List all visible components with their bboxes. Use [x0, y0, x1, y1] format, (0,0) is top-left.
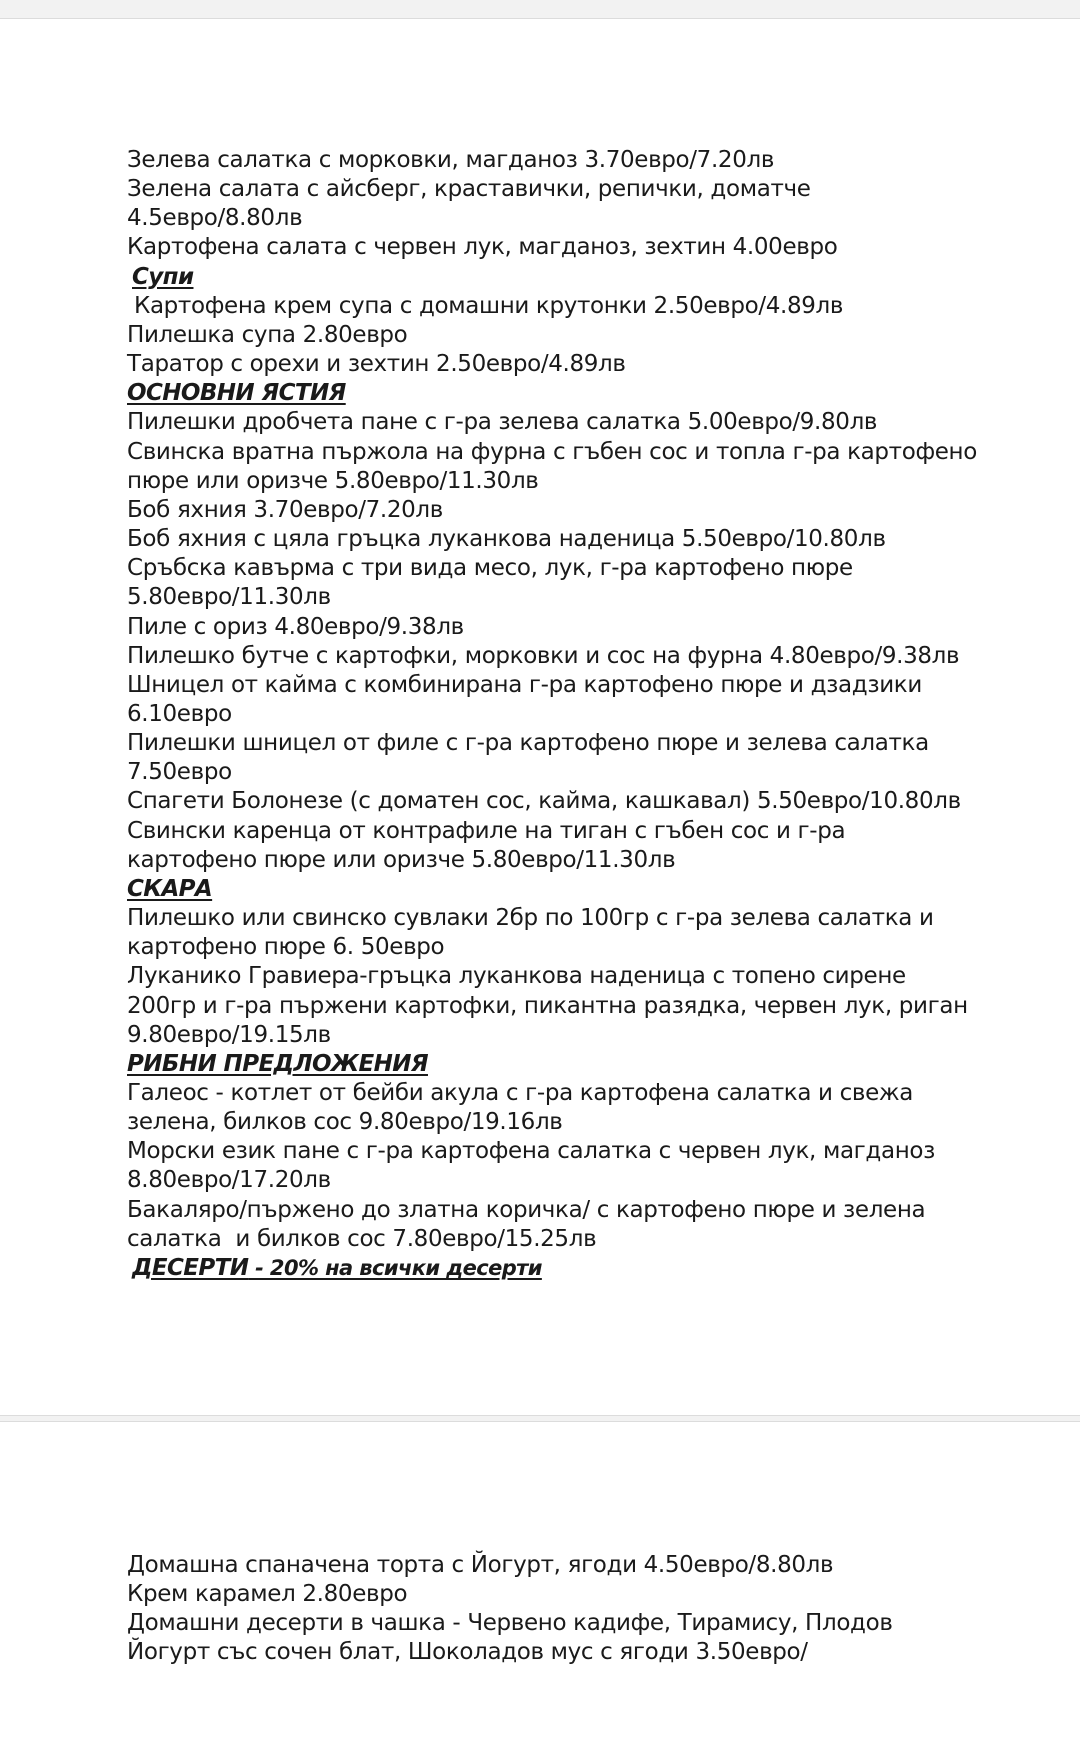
menu-line-fish: салатка и билков сос 7.80евро/15.25лв: [127, 1225, 597, 1252]
menu-line-soup: Картофена крем супа с домашни крутонки 2.50евро/4.89лв: [127, 292, 844, 319]
menu-line-main: картофено пюре или оризче 5.80евро/11.30лв: [127, 846, 676, 873]
menu-line-salad: Зелева салатка с морковки, магданоз 3.70евро/7.20лв: [127, 147, 775, 173]
menu-line-main: пюре или оризче 5.80евро/11.30лв: [127, 467, 539, 494]
menu-line-main: Сръбска кавърма с три вида месо, лук, г-ра картофено пюре: [127, 555, 853, 582]
menu-line-main: Пиле с ориз 4.80евро/9.38лв: [127, 613, 464, 640]
menu-line-main: 7.50евро: [127, 759, 232, 786]
menu-line-main: Спагети Болонезе (с доматен сос, кайма, кашкавал) 5.50евро/10.80лв: [127, 788, 961, 815]
desserts-discount-note: - 20% на всички десерти: [248, 1255, 542, 1280]
section-heading-soups: Супи: [132, 263, 194, 290]
menu-line-fish: Бакаляро/пържено до златна коричка/ с картофено пюре и зелена: [127, 1196, 926, 1223]
menu-line-soup: Таратор с орехи и зехтин 2.50евро/4.89лв: [127, 351, 626, 378]
menu-line-main: 5.80евро/11.30лв: [127, 584, 331, 611]
menu-line-main: Свински каренца от контрафиле на тиган с гъбен сос и г-ра: [127, 817, 846, 844]
menu-line-grill: Пилешко или свинско сувлаки 2бр по 100гр с г-ра зелева салатка и: [127, 905, 934, 932]
menu-line-dessert: Йогурт със сочен блат, Шоколадов мус с ягоди 3.50евро/: [127, 1639, 808, 1666]
menu-line-grill: 9.80евро/19.15лв: [127, 1021, 331, 1048]
menu-line-fish: 8.80евро/17.20лв: [127, 1167, 331, 1194]
section-heading-grill: СКАРА: [127, 875, 213, 902]
menu-line-grill: картофено пюре 6. 50евро: [127, 934, 445, 961]
document-page-2: [0, 1421, 1080, 1761]
menu-section-page-2: [127, 1551, 977, 1668]
menu-line-grill: Луканико Гравиера-гръцка луканкова наденица с топено сирене: [127, 963, 906, 990]
menu-line-main: Пилешки шницел от филе с г-ра картофено пюре и зелева салатка: [127, 730, 929, 757]
menu-line-salad: 4.5евро/8.80лв: [127, 205, 303, 232]
section-heading-desserts: ДЕСЕРТИ - 20% на всички десерти: [132, 1254, 542, 1281]
menu-line-salad: Картофена салата с червен лук, магданоз, зехтин 4.00евро: [127, 234, 838, 261]
menu-line-main: Пилешко бутче с картофки, морковки и сос на фурна 4.80евро/9.38лв: [127, 642, 960, 669]
menu-line-dessert: Домашни десерти в чашка - Червено кадифе, Тирамису, Плодов: [127, 1610, 893, 1637]
menu-line-grill: 200гр и г-ра пържени картофки, пикантна разядка, червен лук, риган: [127, 992, 968, 1019]
menu-line-dessert: Крем карамел 2.80евро: [127, 1581, 408, 1608]
menu-line-soup: Пилешка супа 2.80евро: [127, 321, 408, 348]
menu-line-fish: Галеос - котлет от бейби акула с г-ра картофена салатка и свежа: [127, 1080, 914, 1106]
menu-line-main: Пилешки дробчета пане с г-ра зелева салатка 5.00евро/9.80лв: [127, 409, 878, 436]
document-page-1: [0, 18, 1080, 1416]
menu-line-fish: зелена, билков сос 9.80евро/19.16лв: [127, 1109, 563, 1136]
menu-line-main: Боб яхния 3.70евро/7.20лв: [127, 496, 443, 523]
menu-line-dessert: Домашна спаначена торта с Йогурт, ягоди 4.50евро/8.80лв: [127, 1552, 834, 1578]
menu-line-fish: Морски език пане с г-ра картофена салатка с червен лук, магданоз: [127, 1138, 936, 1165]
section-heading-fish: РИБНИ ПРЕДЛОЖЕНИЯ: [127, 1050, 428, 1077]
section-heading-mains: ОСНОВНИ ЯСТИЯ: [127, 380, 346, 407]
menu-line-main: 6.10евро: [127, 700, 232, 727]
menu-line-salad: Зелена салата с айсберг, краставички, репички, доматче: [127, 176, 811, 203]
menu-line-main: Шницел от кайма с комбинирана г-ра картофено пюре и дзадзики: [127, 671, 922, 698]
menu-section-page-1: [127, 146, 977, 1283]
menu-line-main: Свинска вратна пържола на фурна с гъбен сос и топла г-ра картофено: [127, 438, 977, 465]
menu-line-main: Боб яхния с цяла гръцка луканкова наденица 5.50евро/10.80лв: [127, 526, 886, 553]
